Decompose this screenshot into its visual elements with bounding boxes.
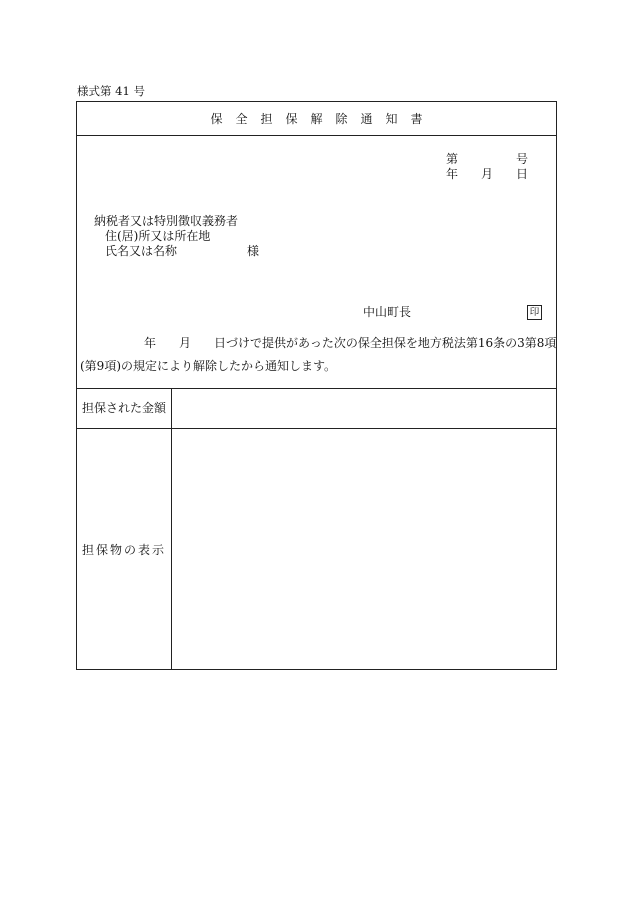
title-divider bbox=[77, 135, 556, 136]
body-month: 月 bbox=[179, 336, 192, 350]
notice-form bbox=[76, 101, 557, 670]
form-number: 様式第 41 号 bbox=[77, 84, 145, 98]
collateral-label: 担保物の表示 bbox=[82, 543, 167, 557]
date-day: 日 bbox=[516, 167, 529, 181]
date-month: 月 bbox=[481, 167, 494, 181]
document-title: 保全担保解除通知書 bbox=[210, 112, 436, 126]
seal-mark: 印 bbox=[527, 305, 542, 320]
amount-label: 担保された金額 bbox=[82, 401, 167, 415]
address-label: 住(居)所又は所在地 bbox=[105, 229, 211, 243]
name-label: 氏名又は名称 bbox=[105, 244, 178, 258]
body-year: 年 bbox=[144, 336, 157, 350]
number-prefix: 第 bbox=[446, 152, 459, 166]
honorific: 様 bbox=[247, 244, 260, 258]
body-text-line1: 日づけで提供があった次の保全担保を地方税法第16条の3第8項 bbox=[214, 336, 557, 350]
date-year: 年 bbox=[446, 167, 459, 181]
table-column-divider bbox=[171, 388, 172, 669]
issuer-title: 中山町長 bbox=[363, 305, 412, 319]
amount-row-divider bbox=[77, 428, 556, 429]
table-top-divider bbox=[77, 388, 556, 389]
recipient-category: 納税者又は特別徴収義務者 bbox=[94, 214, 239, 228]
body-text-line2: (第9項)の規定により解除したから通知します。 bbox=[80, 359, 337, 373]
number-suffix: 号 bbox=[516, 152, 529, 166]
